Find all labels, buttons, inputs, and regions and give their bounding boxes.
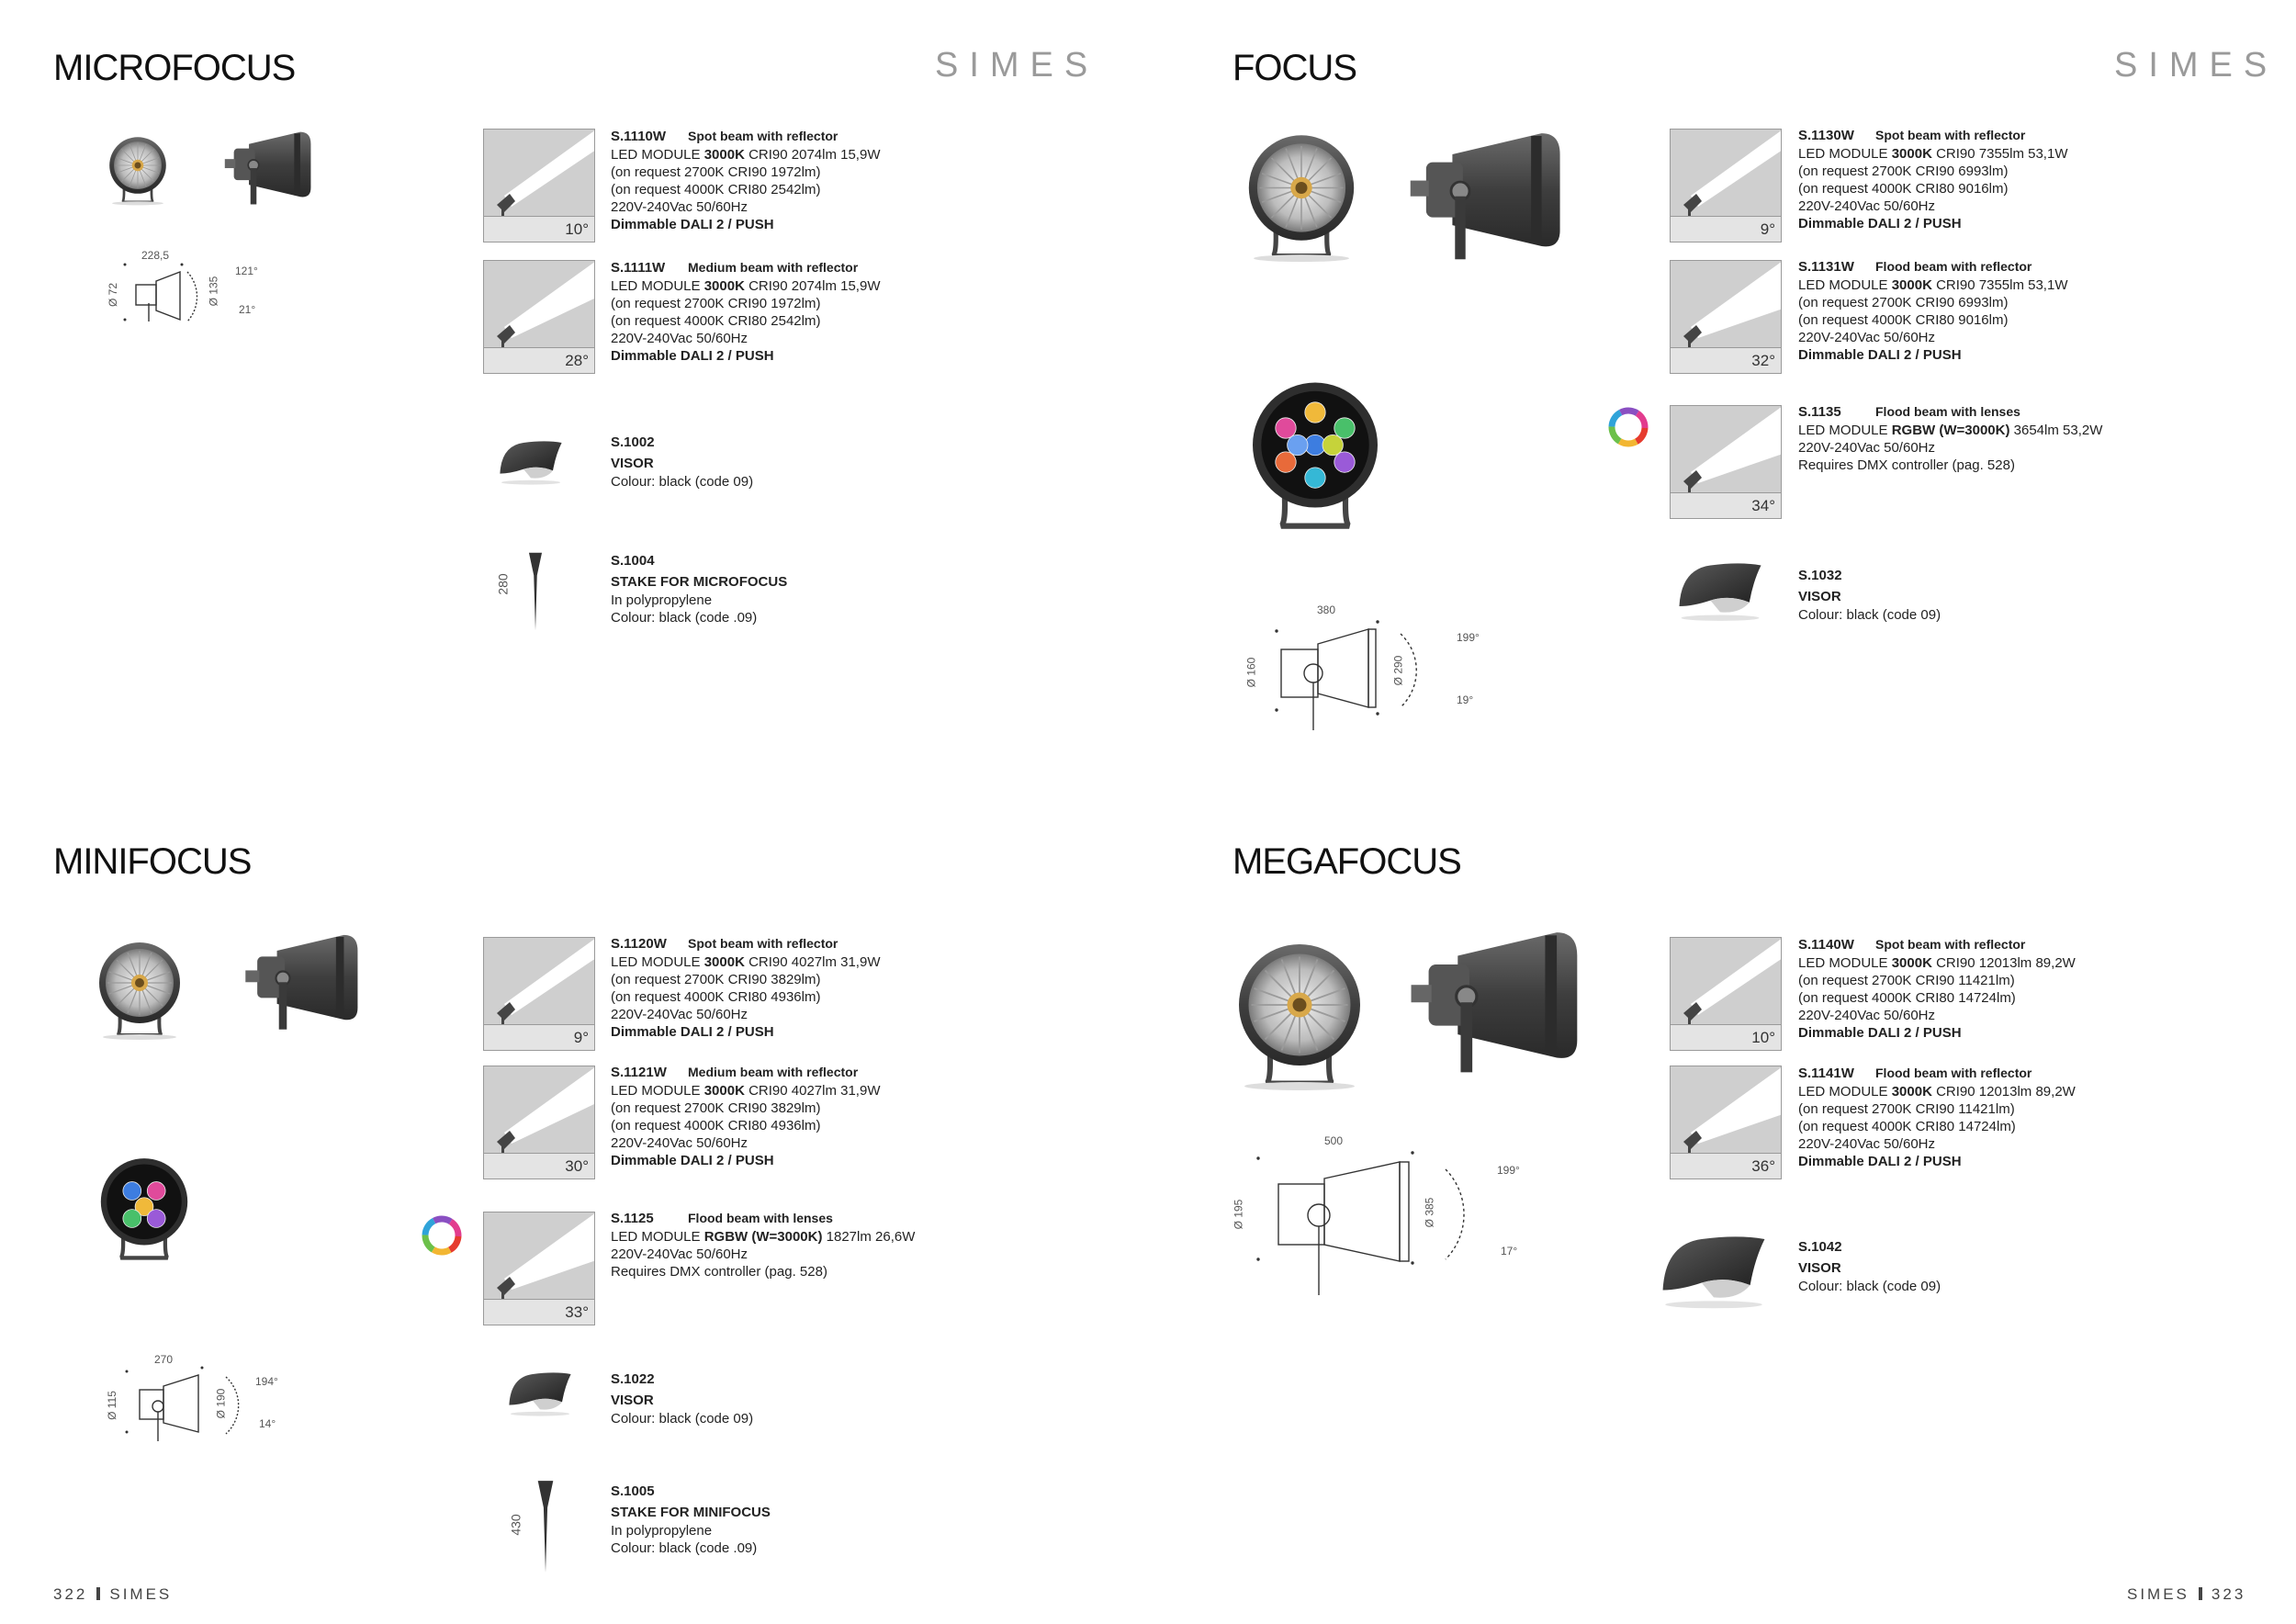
megafocus-dim-d2: Ø 385 [1423,1197,1436,1228]
footer-separator [96,1587,100,1600]
focus-dim-d2: Ø 290 [1391,655,1405,686]
beam-diagram-s1120w [483,937,595,1051]
page-number-right: 323 [2211,1585,2246,1603]
rgb-led-lens [1334,418,1355,438]
product-code: S.1131W [1798,259,1854,275]
spec-line: CRI90 7355lm 53,1W [1931,277,2068,293]
spec-line: (on request 2700K CRI90 11421lm) [1798,1101,2015,1117]
section-title-focus: FOCUS [1232,48,1356,88]
microfocus-front-image [106,126,170,218]
product-code: S.1125 [611,1211,654,1226]
focus-dim-d1: Ø 160 [1244,657,1258,688]
microfocus-stake-length: 280 [495,573,511,595]
product-code: S.1130W [1798,128,1854,143]
spec-line: CRI90 2074lm 15,9W [744,147,881,163]
spec-line: 220V-240Vac 50/60Hz [1798,440,1935,456]
minifocus-stake-image [535,1479,557,1574]
focus-front-image [1242,119,1361,280]
product-colour: Colour: black (code 09) [611,1411,754,1427]
spec-s1022 [611,1370,753,1427]
minifocus-visor-image [503,1363,577,1422]
product-desc: Flood beam with reflector [1875,1066,2032,1080]
microfocus-stake-image [525,551,546,632]
product-code: S.1042 [1798,1239,1842,1255]
spec-line: LED MODULE [1798,423,1892,438]
rgb-led-lens [1305,468,1325,488]
product-code: S.1002 [611,434,655,450]
color-temp: 3000K [1891,955,1932,971]
megafocus-front-image [1231,928,1368,1110]
microfocus-dim-a1: 121° [235,265,258,277]
spec-line: CRI90 12013lm 89,2W [1931,955,2076,971]
product-colour: Colour: black (code 09) [1798,607,1941,623]
rgb-led-lens [1305,402,1325,423]
spec-line: 220V-240Vac 50/60Hz [1798,1136,1935,1152]
page-number-left: 322 [53,1585,88,1603]
megafocus-dimension-drawing [1229,1134,1541,1300]
color-temp: 3000K [703,147,745,163]
spec-line: 3654lm 53,2W [2009,423,2103,438]
spec-s1121w [611,1064,880,1169]
spec-s1131w [1798,258,2067,364]
focus-dim-a2: 19° [1457,694,1474,706]
spec-line: CRI90 4027lm 31,9W [744,954,881,970]
spec-s1135 [1798,403,2102,474]
spec-line: LED MODULE [1798,1084,1892,1100]
minifocus-rgb-image [94,1157,195,1266]
product-name: VISOR [1798,1260,1841,1276]
product-desc: Flood beam with lenses [1875,404,2020,419]
spec-s1130w [1798,127,2067,232]
beam-angle: 36° [1671,1153,1781,1179]
footer-left [53,1585,172,1604]
product-code: S.1111W [611,260,666,276]
spec-line: LED MODULE [611,954,704,970]
product-desc: Flood beam with reflector [1875,259,2032,274]
spec-s1140w [1798,936,2076,1042]
spec-s1005 [611,1483,771,1557]
product-code: S.1005 [611,1483,655,1499]
spec-line: (on request 2700K CRI90 6993lm) [1798,295,2009,310]
product-colour: Colour: black (code .09) [611,610,758,626]
spec-line: (on request 4000K CRI80 2542lm) [611,313,821,329]
rgb-led-lens [1288,434,1308,455]
spec-line: (on request 4000K CRI80 9016lm) [1798,181,2009,197]
spec-line: 220V-240Vac 50/60Hz [611,199,748,215]
spec-line: CRI90 2074lm 15,9W [744,278,881,294]
spec-line: (on request 2700K CRI90 3829lm) [611,1100,821,1116]
spec-s1110w [611,128,880,233]
dimming-info: Dimmable DALI 2 / PUSH [611,348,774,364]
product-colour: Colour: black (code 09) [1798,1279,1941,1294]
beam-angle: 30° [484,1153,594,1179]
spec-line: 220V-240Vac 50/60Hz [1798,1008,1935,1023]
beam-angle: 9° [484,1024,594,1050]
spec-line: 220V-240Vac 50/60Hz [611,331,748,346]
microfocus-dim-a2: 21° [239,303,256,316]
focus-dim-width: 380 [1317,603,1336,616]
spec-line: (on request 4000K CRI80 4936lm) [611,1118,821,1133]
minifocus-dim-d2: Ø 190 [214,1388,228,1419]
microfocus-dim-width: 228,5 [141,249,170,262]
beam-angle: 10° [1671,1024,1781,1050]
product-desc: Spot beam with reflector [688,936,838,951]
product-code: S.1032 [1798,568,1842,583]
spec-line: (on request 4000K CRI80 14724lm) [1798,1119,2016,1134]
color-temp: RGBW (W=3000K) [1891,423,2010,438]
spec-line: 1827lm 26,6W [822,1229,916,1245]
spec-line: (on request 2700K CRI90 3829lm) [611,972,821,987]
beam-diagram-s1121w [483,1066,595,1179]
spec-line: Requires DMX controller (pag. 528) [1798,457,2015,473]
color-temp: 3000K [703,954,745,970]
section-title-megafocus: MEGAFOCUS [1232,841,1461,882]
product-name: VISOR [611,456,654,471]
dimming-info: Dimmable DALI 2 / PUSH [611,217,774,232]
section-title-minifocus: MINIFOCUS [53,841,252,882]
megafocus-dim-a2: 17° [1501,1245,1518,1257]
color-temp: 3000K [703,278,745,294]
megafocus-side-image [1385,926,1589,1088]
beam-angle: 32° [1671,347,1781,373]
beam-diagram-s1131w [1670,260,1782,374]
spec-line: LED MODULE [1798,955,1892,971]
spec-line: 220V-240Vac 50/60Hz [611,1246,748,1262]
beam-diagram-s1135 [1670,405,1782,519]
spec-s1125 [611,1210,915,1280]
microfocus-dim-d1: Ø 72 [107,282,120,308]
dimming-info: Dimmable DALI 2 / PUSH [1798,1154,1962,1169]
footer-brand-left: SIMES [109,1585,173,1603]
spec-s1042 [1798,1238,1941,1295]
product-code: S.1110W [611,129,667,144]
spec-line: (on request 2700K CRI90 6993lm) [1798,164,2009,179]
rgb-led-lens [1322,434,1343,455]
minifocus-stake-length: 430 [508,1514,523,1536]
spec-line: (on request 2700K CRI90 1972lm) [611,164,821,180]
spec-line: 220V-240Vac 50/60Hz [1798,330,1935,345]
product-code: S.1004 [611,553,655,569]
spec-line: (on request 4000K CRI80 4936lm) [611,989,821,1005]
product-colour: Colour: black (code 09) [611,474,754,490]
megafocus-dim-a1: 199° [1497,1164,1520,1177]
minifocus-front-image [94,928,186,1056]
microfocus-dimension-drawing [99,246,283,329]
product-desc: Spot beam with reflector [688,129,838,143]
beam-diagram-s1111w [483,260,595,374]
spec-line: Requires DMX controller (pag. 528) [611,1264,827,1280]
minifocus-dim-width: 270 [154,1353,174,1366]
color-temp: 3000K [1891,277,1932,293]
dimming-info: Dimmable DALI 2 / PUSH [1798,347,1962,363]
section-title-microfocus: MICROFOCUS [53,48,296,88]
brand-logo-left: SIMES [935,46,1099,85]
spec-line: CRI90 12013lm 89,2W [1931,1084,2076,1100]
minifocus-dim-a1: 194° [255,1375,278,1388]
spec-line: (on request 2700K CRI90 11421lm) [1798,973,2015,988]
microfocus-dim-d2: Ø 135 [207,276,220,307]
dimming-info: Dimmable DALI 2 / PUSH [611,1024,774,1040]
megafocus-dim-d1: Ø 195 [1232,1199,1245,1230]
beam-diagram-s1110w [483,129,595,242]
spec-line: 220V-240Vac 50/60Hz [611,1007,748,1022]
dimming-info: Dimmable DALI 2 / PUSH [1798,216,1962,231]
spec-line: 220V-240Vac 50/60Hz [611,1135,748,1151]
spec-line: CRI90 7355lm 53,1W [1931,146,2068,162]
spec-line: (on request 4000K CRI80 14724lm) [1798,990,2016,1006]
product-name: STAKE FOR MINIFOCUS [611,1505,771,1520]
brand-logo-right: SIMES [2114,46,2279,85]
megafocus-dim-width: 500 [1324,1134,1344,1147]
rgb-led-lens [1334,452,1355,472]
spec-s1002 [611,434,753,491]
product-desc: Flood beam with lenses [688,1211,833,1225]
beam-angle: 10° [484,216,594,242]
spec-s1141w [1798,1065,2076,1170]
product-code: S.1141W [1798,1066,1854,1081]
spec-s1004 [611,552,787,626]
beam-angle: 34° [1671,492,1781,518]
beam-angle: 28° [484,347,594,373]
spec-line: LED MODULE [1798,277,1892,293]
rgb-led-lens [1276,418,1296,438]
minifocus-dimension-drawing [99,1353,301,1445]
spec-s1120w [611,935,880,1041]
focus-rgb-image [1242,381,1389,537]
product-desc: Spot beam with reflector [1875,128,2026,142]
product-material: In polypropylene [611,592,713,608]
spec-line: 220V-240Vac 50/60Hz [1798,198,1935,214]
spec-line: LED MODULE [611,1083,704,1099]
rgb-color-ring-icon [419,1212,465,1258]
footer-separator [2199,1587,2202,1600]
microfocus-side-image [211,127,317,214]
spec-s1111w [611,259,880,365]
rgb-color-ring-icon [1605,404,1651,450]
spec-line: (on request 2700K CRI90 1972lm) [611,296,821,311]
color-temp: 3000K [1891,146,1932,162]
product-code: S.1022 [611,1371,655,1387]
spec-line: LED MODULE [611,1229,704,1245]
product-desc: Medium beam with reflector [688,260,859,275]
minifocus-dim-a2: 14° [259,1417,276,1430]
product-code: S.1121W [611,1065,667,1080]
spec-line: LED MODULE [1798,146,1892,162]
product-name: VISOR [1798,589,1841,604]
beam-diagram-s1141w [1670,1066,1782,1179]
color-temp: RGBW (W=3000K) [703,1229,823,1245]
product-desc: Medium beam with reflector [688,1065,859,1079]
focus-dim-a1: 199° [1457,631,1480,644]
beam-diagram-s1130w [1670,129,1782,242]
rgb-led-lens [147,1210,165,1228]
product-code: S.1140W [1798,937,1854,953]
product-name: VISOR [611,1393,654,1408]
product-name: STAKE FOR MICROFOCUS [611,574,788,590]
product-material: In polypropylene [611,1523,713,1539]
focus-visor-image [1671,551,1769,628]
spec-line: LED MODULE [611,147,704,163]
color-temp: 3000K [1891,1084,1932,1100]
spec-line: (on request 4000K CRI80 9016lm) [1798,312,2009,328]
product-code: S.1120W [611,936,667,952]
spec-s1032 [1798,567,1941,624]
spec-line: CRI90 4027lm 31,9W [744,1083,881,1099]
color-temp: 3000K [703,1083,745,1099]
spec-line: (on request 4000K CRI80 2542lm) [611,182,821,197]
product-desc: Spot beam with reflector [1875,937,2026,952]
rgb-led-lens [123,1210,141,1228]
focus-dimension-drawing [1240,602,1497,735]
product-code: S.1135 [1798,404,1841,420]
dimming-info: Dimmable DALI 2 / PUSH [611,1153,774,1168]
megafocus-visor-image [1653,1222,1774,1317]
beam-angle: 33° [484,1299,594,1325]
beam-diagram-s1125 [483,1212,595,1325]
dimming-info: Dimmable DALI 2 / PUSH [1798,1025,1962,1041]
rgb-led-lens [123,1182,141,1201]
footer-right [2127,1585,2245,1604]
rgb-led-lens [1276,452,1296,472]
product-colour: Colour: black (code .09) [611,1540,758,1556]
spec-line: LED MODULE [611,278,704,294]
rgb-led-lens [147,1182,165,1201]
microfocus-visor-image [494,432,568,491]
footer-brand-right: SIMES [2127,1585,2189,1603]
focus-side-image [1387,127,1570,274]
minifocus-side-image [228,928,366,1043]
beam-angle: 9° [1671,216,1781,242]
beam-diagram-s1140w [1670,937,1782,1051]
minifocus-dim-d1: Ø 115 [105,1391,118,1420]
